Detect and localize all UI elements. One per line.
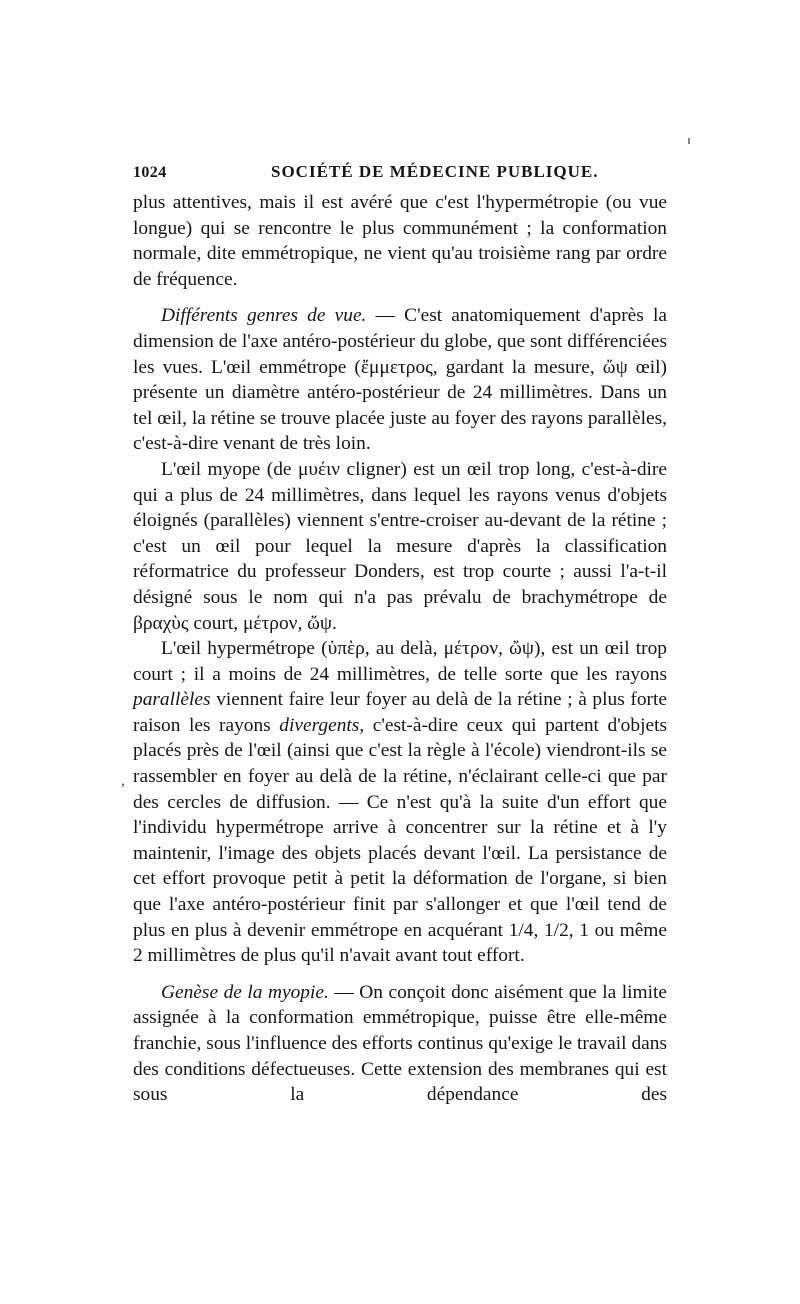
- paragraph-text: viennent faire leur foyer au delà de la rétine ; à plus forte raison les rayons: [133, 689, 667, 736]
- paragraph-text: L'œil hypermétrope (ὑπὲρ, au delà, μέτρον, ὤψ), est un œil trop court ; il a moins de 24 millimètres, de telle sorte que les rayons: [133, 638, 667, 685]
- margin-tick: [688, 138, 690, 144]
- emphasis: divergents: [279, 714, 360, 736]
- running-title: SOCIÉTÉ DE MÉDECINE PUBLIQUE.: [271, 162, 599, 181]
- page-body: [133, 160, 667, 1108]
- paragraph: [133, 457, 667, 636]
- paragraph: [133, 980, 667, 1108]
- paragraph: [133, 303, 667, 457]
- paragraph: [133, 190, 667, 292]
- page-number: 1024: [133, 164, 167, 181]
- paragraph-text: — C'est anatomiquement d'après la dimension de l'axe antéro-postérieur du globe, que sont différenciées les vues. L'œil emmétrope (ἔμμετρος, gardant la mesure, ὤψ œil) présente un diamètre antéro-postérieur de 24 millimètres. Dans un tel œil, la rétine se trouve placée juste au foyer des rayons parallèles, c'est-à-dire venant de très loin.: [133, 305, 667, 455]
- paragraph-text: , c'est-à-dire ceux qui partent d'objets placés près de l'œil (ainsi que c'est la règle à l'école) viendront-ils se rassembler en foyer au delà de la rétine, n'éclairant celle-ci que par des cercles de diffusion. — Ce n'est qu'à la suite d'un effort que l'individu hypermétrope arrive à concentrer sur la rétine et à l'y maintenir, l'image des objets placés devant l'œil. La persistance de cet effort provoque petit à petit la déformation de l'organe, si bien que l'axe antéro-postérieur finit par s'allonger et que l'œil tend de plus en plus à devenir emmétrope en acquérant 1/4, 1/2, 1 ou même 2 millimètres de plus qu'il n'avait avant tout effort.: [133, 714, 668, 967]
- section-heading: Genèse de la myopie.: [161, 981, 329, 1003]
- paragraph: [133, 636, 667, 969]
- paragraph-text: — On conçoit donc aisément que la limite assignée à la conformation emmétropique, puisse être elle-même franchie, sous l'influence des efforts continus qu'exige le travail dans des conditions défectueuses. Cette extension des membranes qui est sous la dépendance des: [133, 981, 667, 1106]
- section-heading: Différents genres de vue.: [161, 305, 367, 327]
- emphasis: parallèles: [133, 689, 211, 711]
- margin-mark: ,: [121, 772, 125, 789]
- paragraph-text: L'œil myope (de μυέιν cligner) est un œil trop long, c'est-à-dire qui a plus de 24 millimètres, dans lequel les rayons venus d'objets éloignés (parallèles) viennent s'entre-croiser au-devant de la rétine ; c'est un œil pour lequel la mesure d'après la classification réformatrice du professeur Donders, est trop courte ; aussi l'a-t-il désigné sous le nom qui n'a pas prévalu de brachymétrope de βραχὺς court, μέτρον, ὤψ.: [133, 458, 667, 634]
- paragraph-text: plus attentives, mais il est avéré que c'est l'hypermétropie (ou vue longue) qui se rencontre le plus communément ; la conformation normale, dite emmétropique, ne vient qu'au troisième rang par ordre de fréquence.: [133, 192, 667, 290]
- running-header: [133, 160, 667, 190]
